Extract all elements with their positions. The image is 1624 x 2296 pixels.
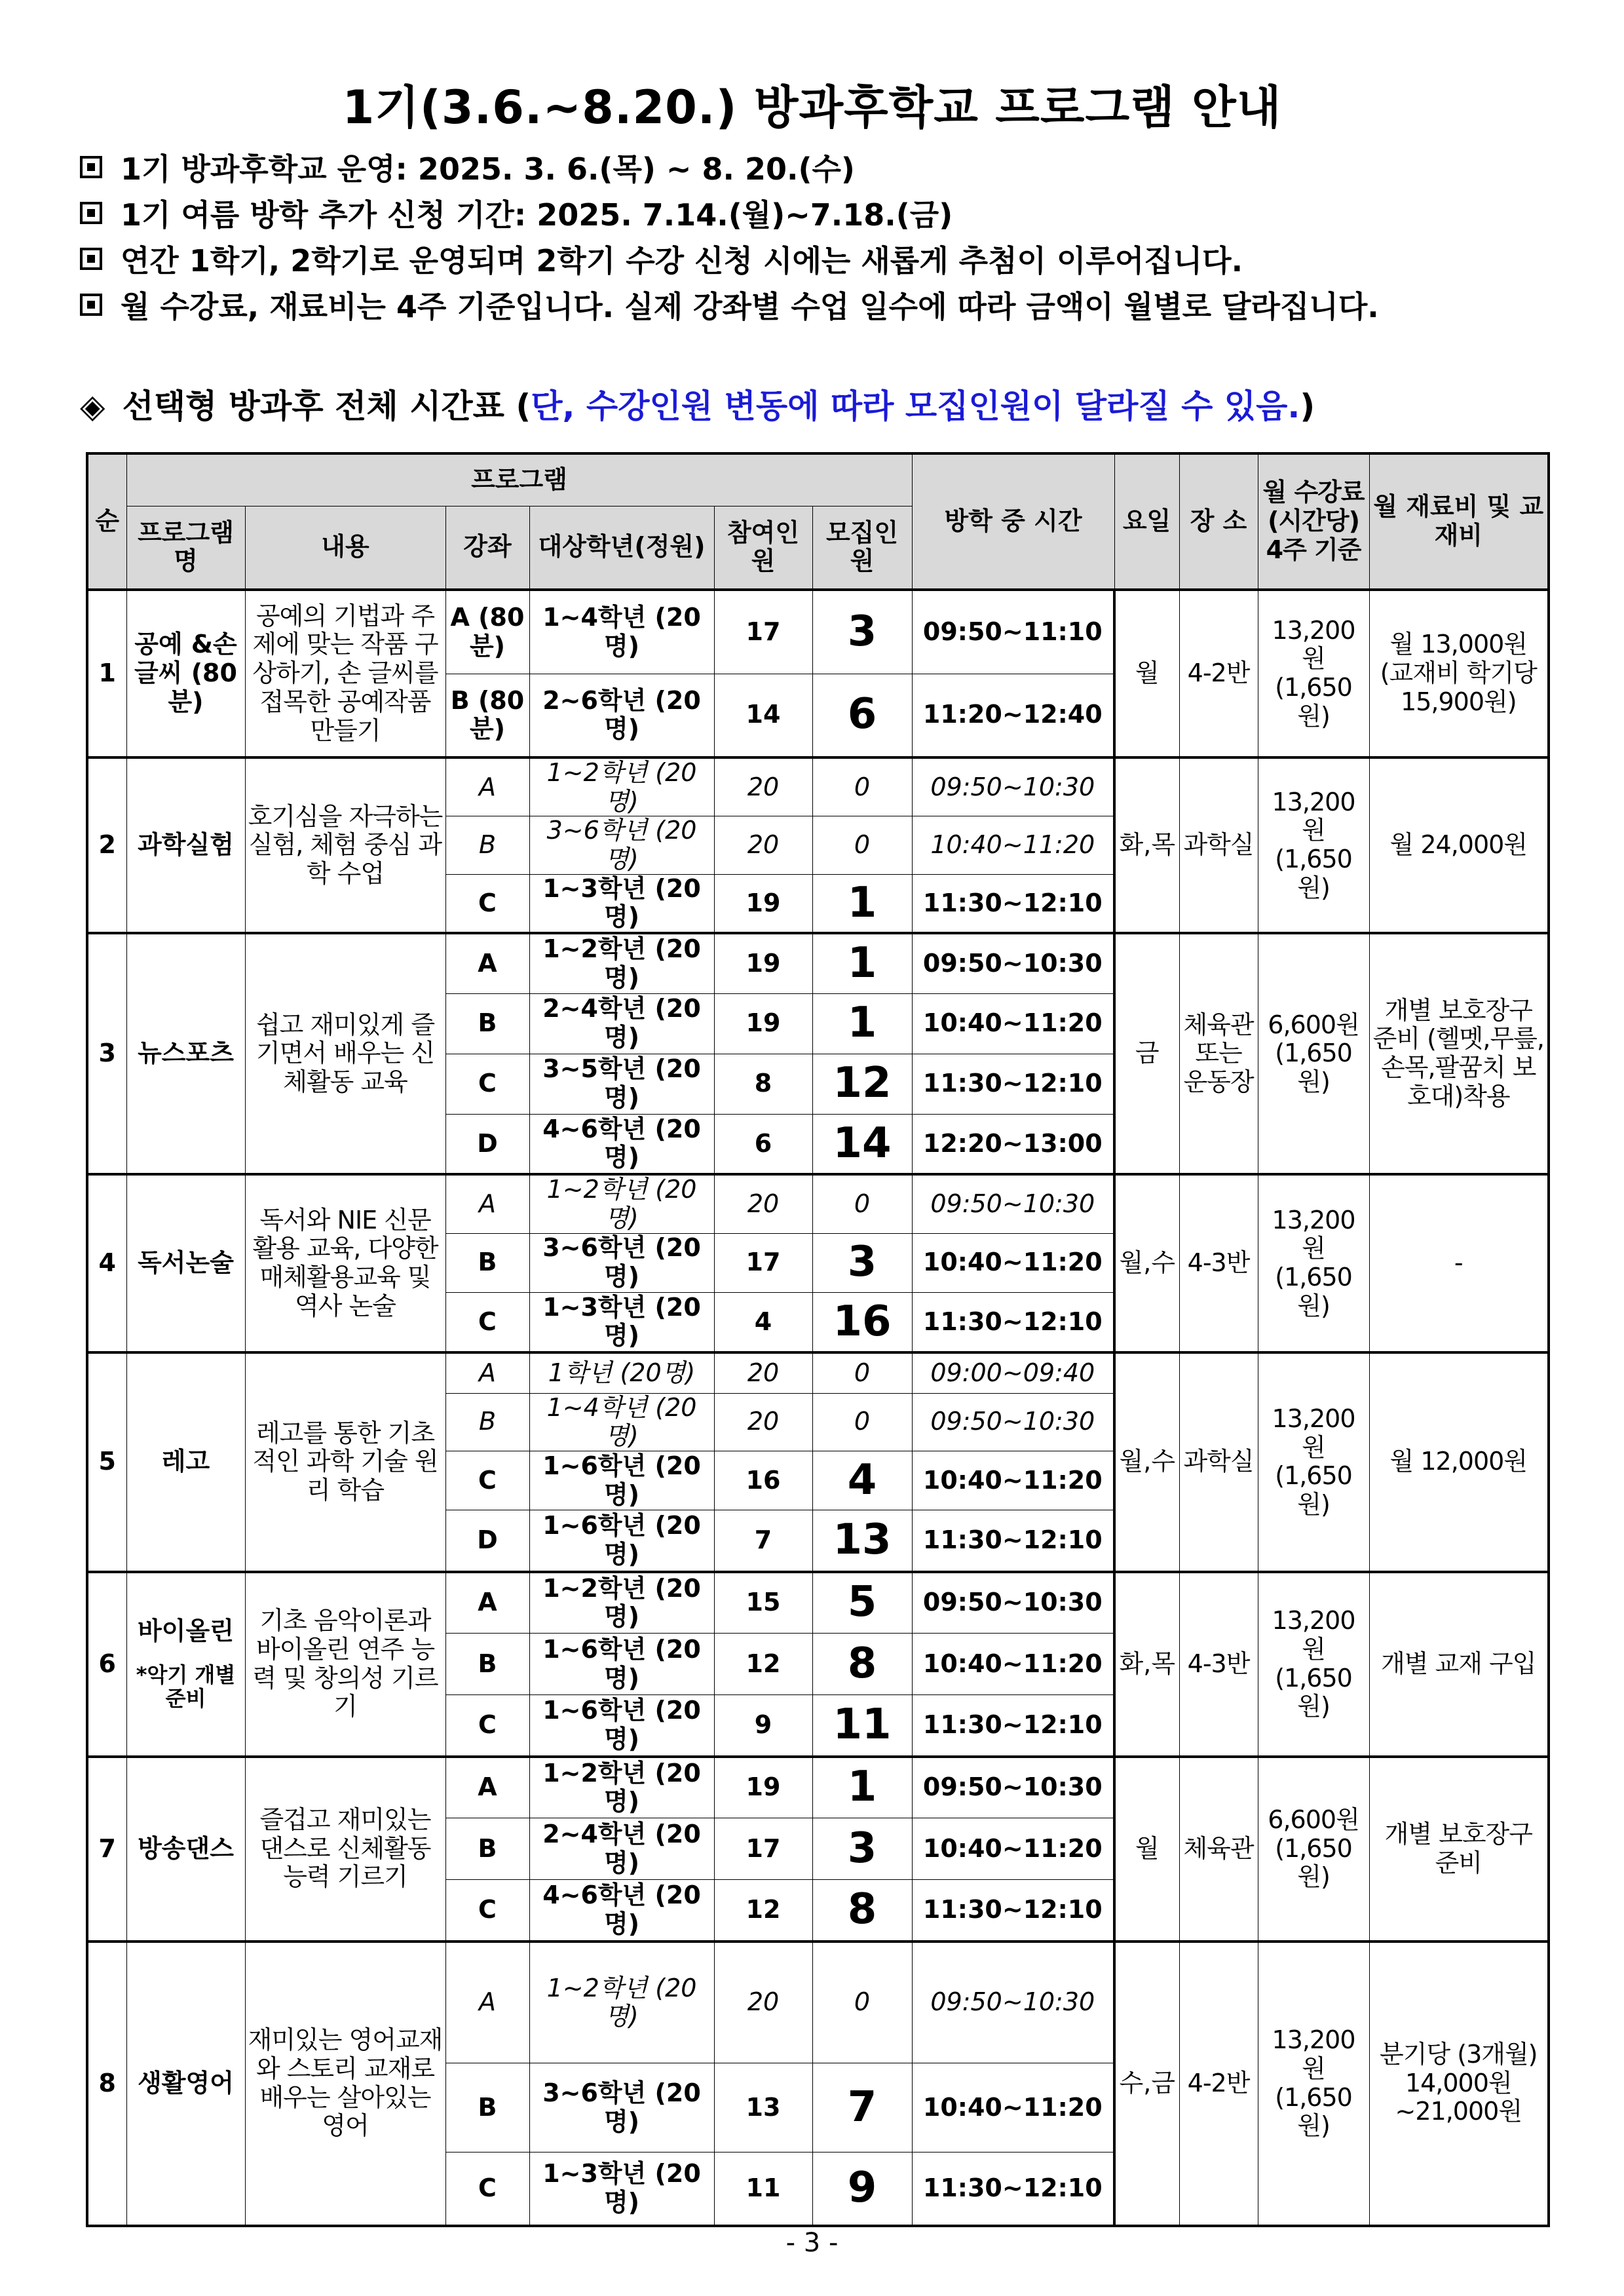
class-place: 과학실 <box>1179 1352 1258 1571</box>
class-time: 09:50~10:30 <box>912 1942 1114 2063</box>
enrolled-count: 20 <box>714 757 812 816</box>
table-row <box>87 1174 1549 1233</box>
enrolled-count: 17 <box>714 1233 812 1292</box>
monthly-fee: 6,600원 (1,650원) <box>1258 933 1369 1174</box>
target-grade: 2~6학년 (20명) <box>529 674 714 757</box>
program-content: 쉽고 재미있게 즐기면서 배우는 신체활동 교육 <box>245 933 445 1174</box>
recruit-count: 3 <box>812 1818 912 1880</box>
class-place: 4-2반 <box>1179 590 1258 757</box>
class-time: 09:50~10:30 <box>912 1757 1114 1818</box>
target-grade: 3~5학년 (20명) <box>529 1054 714 1114</box>
material-fee: 월 13,000원 (교재비 학기당 15,900원) <box>1369 590 1549 757</box>
class-day: 금 <box>1114 933 1179 1174</box>
material-fee: - <box>1369 1174 1549 1352</box>
table-row <box>87 1942 1549 2063</box>
row-number: 8 <box>87 1942 126 2226</box>
recruit-count: 0 <box>812 1942 912 2063</box>
target-grade: 1~3학년 (20명) <box>529 1292 714 1352</box>
notice-list <box>80 144 1587 328</box>
course-label: A <box>445 757 529 816</box>
recruit-count: 1 <box>812 874 912 933</box>
program-name <box>126 1174 245 1352</box>
class-place: 4-3반 <box>1179 1174 1258 1352</box>
class-day: 수,금 <box>1114 1942 1179 2226</box>
monthly-fee: 13,200원 (1,650원) <box>1258 757 1369 933</box>
enrolled-count: 17 <box>714 590 812 674</box>
recruit-count: 0 <box>812 757 912 816</box>
program-name <box>126 1352 245 1571</box>
monthly-fee: 13,200원 (1,650원) <box>1258 1352 1369 1571</box>
monthly-fee: 13,200원 (1,650원) <box>1258 1174 1369 1352</box>
program-content: 호기심을 자극하는 실험, 체험 중심 과학 수업 <box>245 757 445 933</box>
row-number: 5 <box>87 1352 126 1571</box>
enrolled-count: 6 <box>714 1114 812 1174</box>
enrolled-count: 20 <box>714 816 812 874</box>
table-row <box>87 590 1549 674</box>
header-content: 내용 <box>245 506 445 590</box>
program-content: 즐겁고 재미있는 댄스로 신체활동 능력 기르기 <box>245 1757 445 1942</box>
notice-item <box>80 190 1587 236</box>
notice-item <box>80 236 1587 282</box>
recruit-count: 0 <box>812 1174 912 1233</box>
header-material: 월 재료비 및 교재비 <box>1369 453 1549 590</box>
program-name-text: 생활영어 <box>138 2068 234 2097</box>
table-row <box>87 1757 1549 1818</box>
class-time: 10:40~11:20 <box>912 1451 1114 1510</box>
course-label: C <box>445 1880 529 1942</box>
header-fee: 월 수강료 (시간당) 4주 기준 <box>1258 453 1369 590</box>
notice-text: 1기 방과후학교 운영: 2025. 3. 6.(목) ~ 8. 20.(수) <box>121 151 855 187</box>
target-grade: 1~2학년 (20명) <box>529 933 714 993</box>
notice-item <box>80 282 1587 328</box>
course-label: B (80분) <box>445 674 529 757</box>
class-time: 11:30~12:10 <box>912 1054 1114 1114</box>
class-day: 화,목 <box>1114 757 1179 933</box>
class-time: 10:40~11:20 <box>912 1818 1114 1880</box>
target-grade: 1~6학년 (20명) <box>529 1695 714 1757</box>
target-grade: 2~4학년 (20명) <box>529 1818 714 1880</box>
row-number: 6 <box>87 1572 126 1757</box>
program-name-text: 방송댄스 <box>138 1833 234 1863</box>
class-place: 과학실 <box>1179 757 1258 933</box>
class-time: 10:40~11:20 <box>912 2063 1114 2152</box>
material-fee: 개별 교재 구입 <box>1369 1572 1549 1757</box>
recruit-count: 13 <box>812 1510 912 1572</box>
recruit-count: 11 <box>812 1695 912 1757</box>
monthly-fee: 6,600원 (1,650원) <box>1258 1757 1369 1942</box>
class-time: 09:00~09:40 <box>912 1352 1114 1393</box>
enrolled-count: 20 <box>714 1393 812 1451</box>
class-time: 11:30~12:10 <box>912 1510 1114 1572</box>
program-content: 기초 음악이론과 바이올린 연주 능력 및 창의성 기르기 <box>245 1572 445 1757</box>
enrolled-count: 8 <box>714 1054 812 1114</box>
program-name-text: 바이올린 <box>138 1616 234 1645</box>
material-fee: 분기당 (3개월) 14,000원 ~21,000원 <box>1369 1942 1549 2226</box>
table-row <box>87 1352 1549 1393</box>
enrolled-count: 19 <box>714 933 812 993</box>
header-day: 요일 <box>1114 453 1179 590</box>
notice-text: 월 수강료, 재료비는 4주 기준입니다. 실제 강좌별 수업 일수에 따라 금액이 월별로 달라집니다. <box>121 289 1379 324</box>
course-label: A <box>445 1352 529 1393</box>
schedule-table <box>86 452 1550 2227</box>
target-grade: 1~3학년 (20명) <box>529 874 714 933</box>
page-number: - 3 - <box>785 2228 839 2258</box>
target-grade: 4~6학년 (20명) <box>529 1114 714 1174</box>
enrolled-count: 13 <box>714 2063 812 2152</box>
enrolled-count: 16 <box>714 1451 812 1510</box>
header-program-group: 프로그램 <box>126 453 912 506</box>
class-time: 10:40~11:20 <box>912 993 1114 1054</box>
course-label: A <box>445 1757 529 1818</box>
course-label: C <box>445 1054 529 1114</box>
monthly-fee: 13,200원 (1,650원) <box>1258 1942 1369 2226</box>
subtitle-close: ) <box>1300 387 1315 425</box>
target-grade: 1~6학년 (20명) <box>529 1634 714 1695</box>
row-number: 2 <box>87 757 126 933</box>
notice-item <box>80 144 1587 190</box>
target-grade: 1학년 (20명) <box>529 1352 714 1393</box>
monthly-fee: 13,200원 (1,650원) <box>1258 1572 1369 1757</box>
class-time: 09:50~10:30 <box>912 757 1114 816</box>
program-name-text: 독서논술 <box>138 1248 234 1278</box>
enrolled-count: 9 <box>714 1695 812 1757</box>
class-time: 11:30~12:10 <box>912 1880 1114 1942</box>
target-grade: 1~2학년 (20명) <box>529 757 714 816</box>
notice-text: 연간 1학기, 2학기로 운영되며 2학기 수강 신청 시에는 새롭게 추첨이 이루어집니다. <box>121 243 1243 278</box>
enrolled-count: 4 <box>714 1292 812 1352</box>
class-time: 11:30~12:10 <box>912 1292 1114 1352</box>
class-time: 11:30~12:10 <box>912 1695 1114 1757</box>
recruit-count: 5 <box>812 1572 912 1634</box>
class-place: 4-3반 <box>1179 1572 1258 1757</box>
class-time: 09:50~10:30 <box>912 1174 1114 1233</box>
material-fee: 월 24,000원 <box>1369 757 1549 933</box>
header-no: 순 <box>87 453 126 590</box>
class-day: 화,목 <box>1114 1572 1179 1757</box>
program-name-note: *악기 개별 준비 <box>136 1662 236 1712</box>
course-label: D <box>445 1510 529 1572</box>
checkbox-square-icon <box>80 294 102 316</box>
recruit-count: 1 <box>812 993 912 1054</box>
enrolled-count: 19 <box>714 1757 812 1818</box>
notice-text: 1기 여름 방학 추가 신청 기간: 2025. 7.14.(월)~7.18.(금) <box>121 197 953 233</box>
target-grade: 1~2학년 (20명) <box>529 1757 714 1818</box>
program-content: 공예의 기법과 주제에 맞는 작품 구상하기, 손 글씨를 접목한 공예작품 만들기 <box>245 590 445 757</box>
recruit-count: 8 <box>812 1634 912 1695</box>
course-label: A <box>445 1572 529 1634</box>
recruit-count: 16 <box>812 1292 912 1352</box>
target-grade: 1~3학년 (20명) <box>529 2152 714 2226</box>
program-name-text: 공예 &손글씨 (80분) <box>134 630 237 716</box>
page-title: 1기(3.6.~8.20.) 방과후학교 프로그램 안내 <box>342 81 1282 134</box>
subtitle-note: 단, 수강인원 변동에 따라 모집인원이 달라질 수 있음. <box>531 387 1300 425</box>
enrolled-count: 14 <box>714 674 812 757</box>
row-number: 7 <box>87 1757 126 1942</box>
enrolled-count: 7 <box>714 1510 812 1572</box>
row-number: 1 <box>87 590 126 757</box>
program-content: 재미있는 영어교재와 스토리 교재로 배우는 살아있는 영어 <box>245 1942 445 2226</box>
course-label: A <box>445 1174 529 1233</box>
course-label: C <box>445 1292 529 1352</box>
material-fee: 개별 보호장구 준비 <box>1369 1757 1549 1942</box>
recruit-count: 7 <box>812 2063 912 2152</box>
class-day: 월,수 <box>1114 1174 1179 1352</box>
header-place: 장 소 <box>1179 453 1258 590</box>
course-label: C <box>445 1695 529 1757</box>
class-time: 09:50~10:30 <box>912 1393 1114 1451</box>
enrolled-count: 12 <box>714 1634 812 1695</box>
target-grade: 3~6학년 (20명) <box>529 2063 714 2152</box>
course-label: B <box>445 993 529 1054</box>
course-label: B <box>445 816 529 874</box>
class-time: 09:50~10:30 <box>912 933 1114 993</box>
header-course: 강좌 <box>445 506 529 590</box>
target-grade: 3~6학년 (20명) <box>529 1233 714 1292</box>
target-grade: 1~4학년 (20명) <box>529 590 714 674</box>
enrolled-count: 11 <box>714 2152 812 2226</box>
course-label: A (80분) <box>445 590 529 674</box>
header-recruit: 모집인원 <box>812 506 912 590</box>
target-grade: 2~4학년 (20명) <box>529 993 714 1054</box>
row-number: 4 <box>87 1174 126 1352</box>
class-time: 10:40~11:20 <box>912 1233 1114 1292</box>
target-grade: 1~4학년 (20명) <box>529 1393 714 1451</box>
course-label: C <box>445 1451 529 1510</box>
enrolled-count: 20 <box>714 1352 812 1393</box>
header-time: 방학 중 시간 <box>912 453 1114 590</box>
header-enrolled: 참여인원 <box>714 506 812 590</box>
class-time: 09:50~10:30 <box>912 1572 1114 1634</box>
program-name <box>126 590 245 757</box>
recruit-count: 12 <box>812 1054 912 1114</box>
enrolled-count: 19 <box>714 874 812 933</box>
diamond-icon: ◈ <box>80 387 105 425</box>
recruit-count: 9 <box>812 2152 912 2226</box>
class-time: 10:40~11:20 <box>912 816 1114 874</box>
recruit-count: 0 <box>812 1393 912 1451</box>
checkbox-square-icon <box>80 156 102 178</box>
course-label: B <box>445 1818 529 1880</box>
course-label: B <box>445 1393 529 1451</box>
program-name-text: 과학실험 <box>138 830 234 860</box>
material-fee: 개별 보호장구 준비 (헬멧,무릎, 손목,팔꿈치 보호대)착용 <box>1369 933 1549 1174</box>
recruit-count: 3 <box>812 1233 912 1292</box>
class-place: 체육관 또는 운동장 <box>1179 933 1258 1174</box>
table-row <box>87 757 1549 816</box>
class-time: 12:20~13:00 <box>912 1114 1114 1174</box>
recruit-count: 1 <box>812 933 912 993</box>
program-name-text: 레고 <box>161 1447 210 1476</box>
program-name <box>126 757 245 933</box>
recruit-count: 1 <box>812 1757 912 1818</box>
program-content: 레고를 통한 기초적인 과학 기술 원리 학습 <box>245 1352 445 1571</box>
course-label: C <box>445 874 529 933</box>
class-day: 월,수 <box>1114 1352 1179 1571</box>
recruit-count: 8 <box>812 1880 912 1942</box>
schedule-body <box>87 590 1549 2226</box>
target-grade: 1~6학년 (20명) <box>529 1451 714 1510</box>
enrolled-count: 15 <box>714 1572 812 1634</box>
enrolled-count: 20 <box>714 1174 812 1233</box>
enrolled-count: 20 <box>714 1942 812 2063</box>
course-label: C <box>445 2152 529 2226</box>
course-label: B <box>445 1233 529 1292</box>
class-place: 4-2반 <box>1179 1942 1258 2226</box>
class-time: 10:40~11:20 <box>912 1634 1114 1695</box>
program-name <box>126 933 245 1174</box>
class-time: 11:20~12:40 <box>912 674 1114 757</box>
enrolled-count: 12 <box>714 1880 812 1942</box>
program-name <box>126 1757 245 1942</box>
class-time: 11:30~12:10 <box>912 874 1114 933</box>
enrolled-count: 17 <box>714 1818 812 1880</box>
recruit-count: 0 <box>812 816 912 874</box>
class-day: 월 <box>1114 590 1179 757</box>
course-label: D <box>445 1114 529 1174</box>
enrolled-count: 19 <box>714 993 812 1054</box>
header-target: 대상학년(정원) <box>529 506 714 590</box>
course-label: A <box>445 933 529 993</box>
section-subtitle <box>80 380 1315 427</box>
header-program-name: 프로그램명 <box>126 506 245 590</box>
target-grade: 1~2학년 (20명) <box>529 1572 714 1634</box>
target-grade: 1~2학년 (20명) <box>529 1174 714 1233</box>
target-grade: 3~6학년 (20명) <box>529 816 714 874</box>
subtitle-text: 선택형 방과후 전체 시간표 ( <box>122 387 531 425</box>
material-fee: 월 12,000원 <box>1369 1352 1549 1571</box>
table-row <box>87 933 1549 993</box>
program-name <box>126 1942 245 2226</box>
class-place: 체육관 <box>1179 1757 1258 1942</box>
course-label: B <box>445 1634 529 1695</box>
table-row <box>87 1572 1549 1634</box>
target-grade: 1~2학년 (20명) <box>529 1942 714 2063</box>
program-name <box>126 1572 245 1757</box>
recruit-count: 0 <box>812 1352 912 1393</box>
header-row <box>87 453 1549 506</box>
class-time: 11:30~12:10 <box>912 2152 1114 2226</box>
recruit-count: 4 <box>812 1451 912 1510</box>
monthly-fee: 13,200원 (1,650원) <box>1258 590 1369 757</box>
program-name-text: 뉴스포츠 <box>138 1039 234 1068</box>
target-grade: 4~6학년 (20명) <box>529 1880 714 1942</box>
class-time: 09:50~11:10 <box>912 590 1114 674</box>
recruit-count: 3 <box>812 590 912 674</box>
row-number: 3 <box>87 933 126 1174</box>
checkbox-square-icon <box>80 202 102 224</box>
course-label: B <box>445 2063 529 2152</box>
program-content: 독서와 NIE 신문활용 교육, 다양한 매체활용교육 및 역사 논술 <box>245 1174 445 1352</box>
recruit-count: 6 <box>812 674 912 757</box>
target-grade: 1~6학년 (20명) <box>529 1510 714 1572</box>
course-label: A <box>445 1942 529 2063</box>
class-day: 월 <box>1114 1757 1179 1942</box>
checkbox-square-icon <box>80 248 102 270</box>
recruit-count: 14 <box>812 1114 912 1174</box>
